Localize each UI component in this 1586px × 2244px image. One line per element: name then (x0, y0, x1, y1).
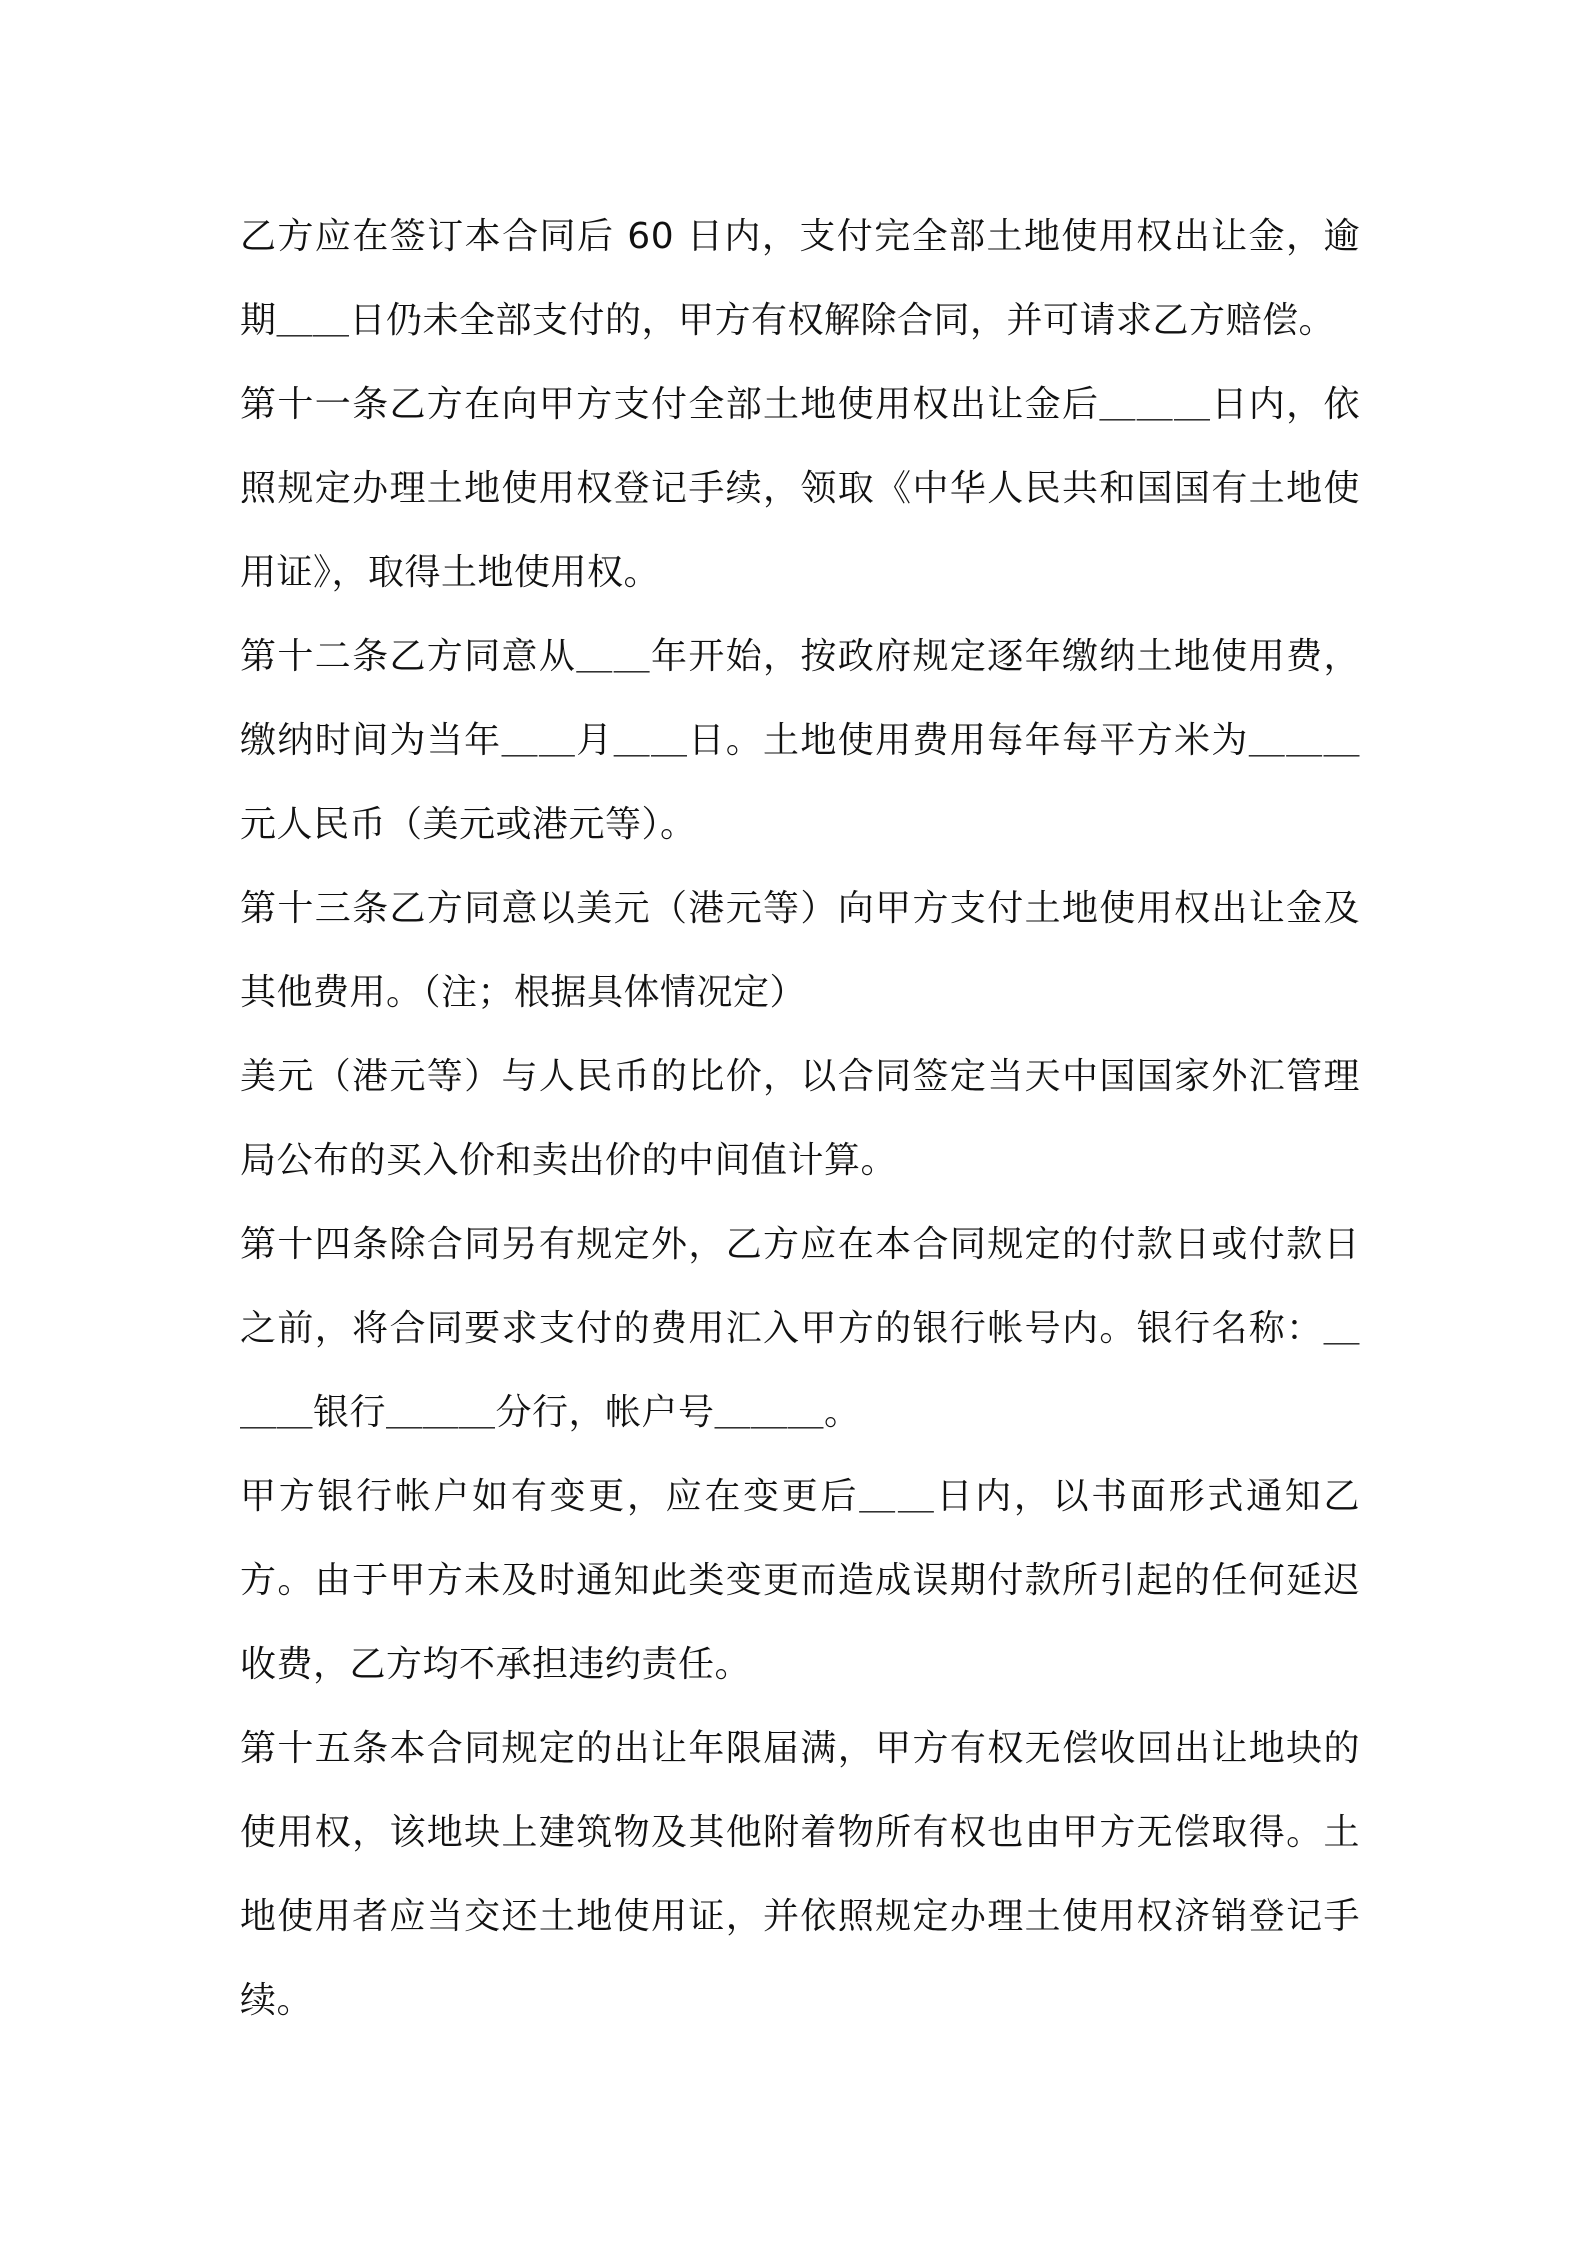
paragraph-payment-deadline: 乙方应在签订本合同后 60 日内，支付完全部土地使用权出让金，逾期＿＿日仍未全部支付的，甲方有权解除合同，并可请求乙方赔偿。 (240, 216, 1360, 341)
paragraph-article-12: 第十二条乙方同意从＿＿年开始，按政府规定逐年缴纳土地使用费，缴纳时间为当年＿＿月＿＿日。土地使用费用每年每平方米为＿＿＿元人民币（美元或港元等）。 (240, 636, 1360, 845)
paragraph-article-13: 第十三条乙方同意以美元（港元等）向甲方支付土地使用权出让金及其他费用。（注；根据具体情况定） (240, 888, 1360, 1013)
paragraph-article-15: 第十五条本合同规定的出让年限届满，甲方有权无偿收回出让地块的使用权，该地块上建筑物及其他附着物所有权也由甲方无偿取得。土地使用者应当交还土地使用证，并依照规定办理土使用权济销登记手续。 (240, 1728, 1360, 2021)
paragraph-bank-account-change: 甲方银行帐户如有变更，应在变更后＿＿日内，以书面形式通知乙方。由于甲方未及时通知此类变更而造成误期付款所引起的任何延迟收费，乙方均不承担违约责任。 (240, 1476, 1360, 1685)
document-body (240, 195, 1360, 2043)
paragraph-article-11: 第十一条乙方在向甲方支付全部土地使用权出让金后＿＿＿日内，依照规定办理土地使用权登记手续，领取《中华人民共和国国有土地使用证》，取得土地使用权。 (240, 384, 1360, 593)
paragraph-article-14: 第十四条除合同另有规定外，乙方应在本合同规定的付款日或付款日之前，将合同要求支付的费用汇入甲方的银行帐号内。银行名称：＿＿＿银行＿＿＿分行，帐户号＿＿＿。 (240, 1224, 1360, 1433)
paragraph-exchange-rate: 美元（港元等）与人民币的比价，以合同签定当天中国国家外汇管理局公布的买入价和卖出价的中间值计算。 (240, 1056, 1360, 1181)
